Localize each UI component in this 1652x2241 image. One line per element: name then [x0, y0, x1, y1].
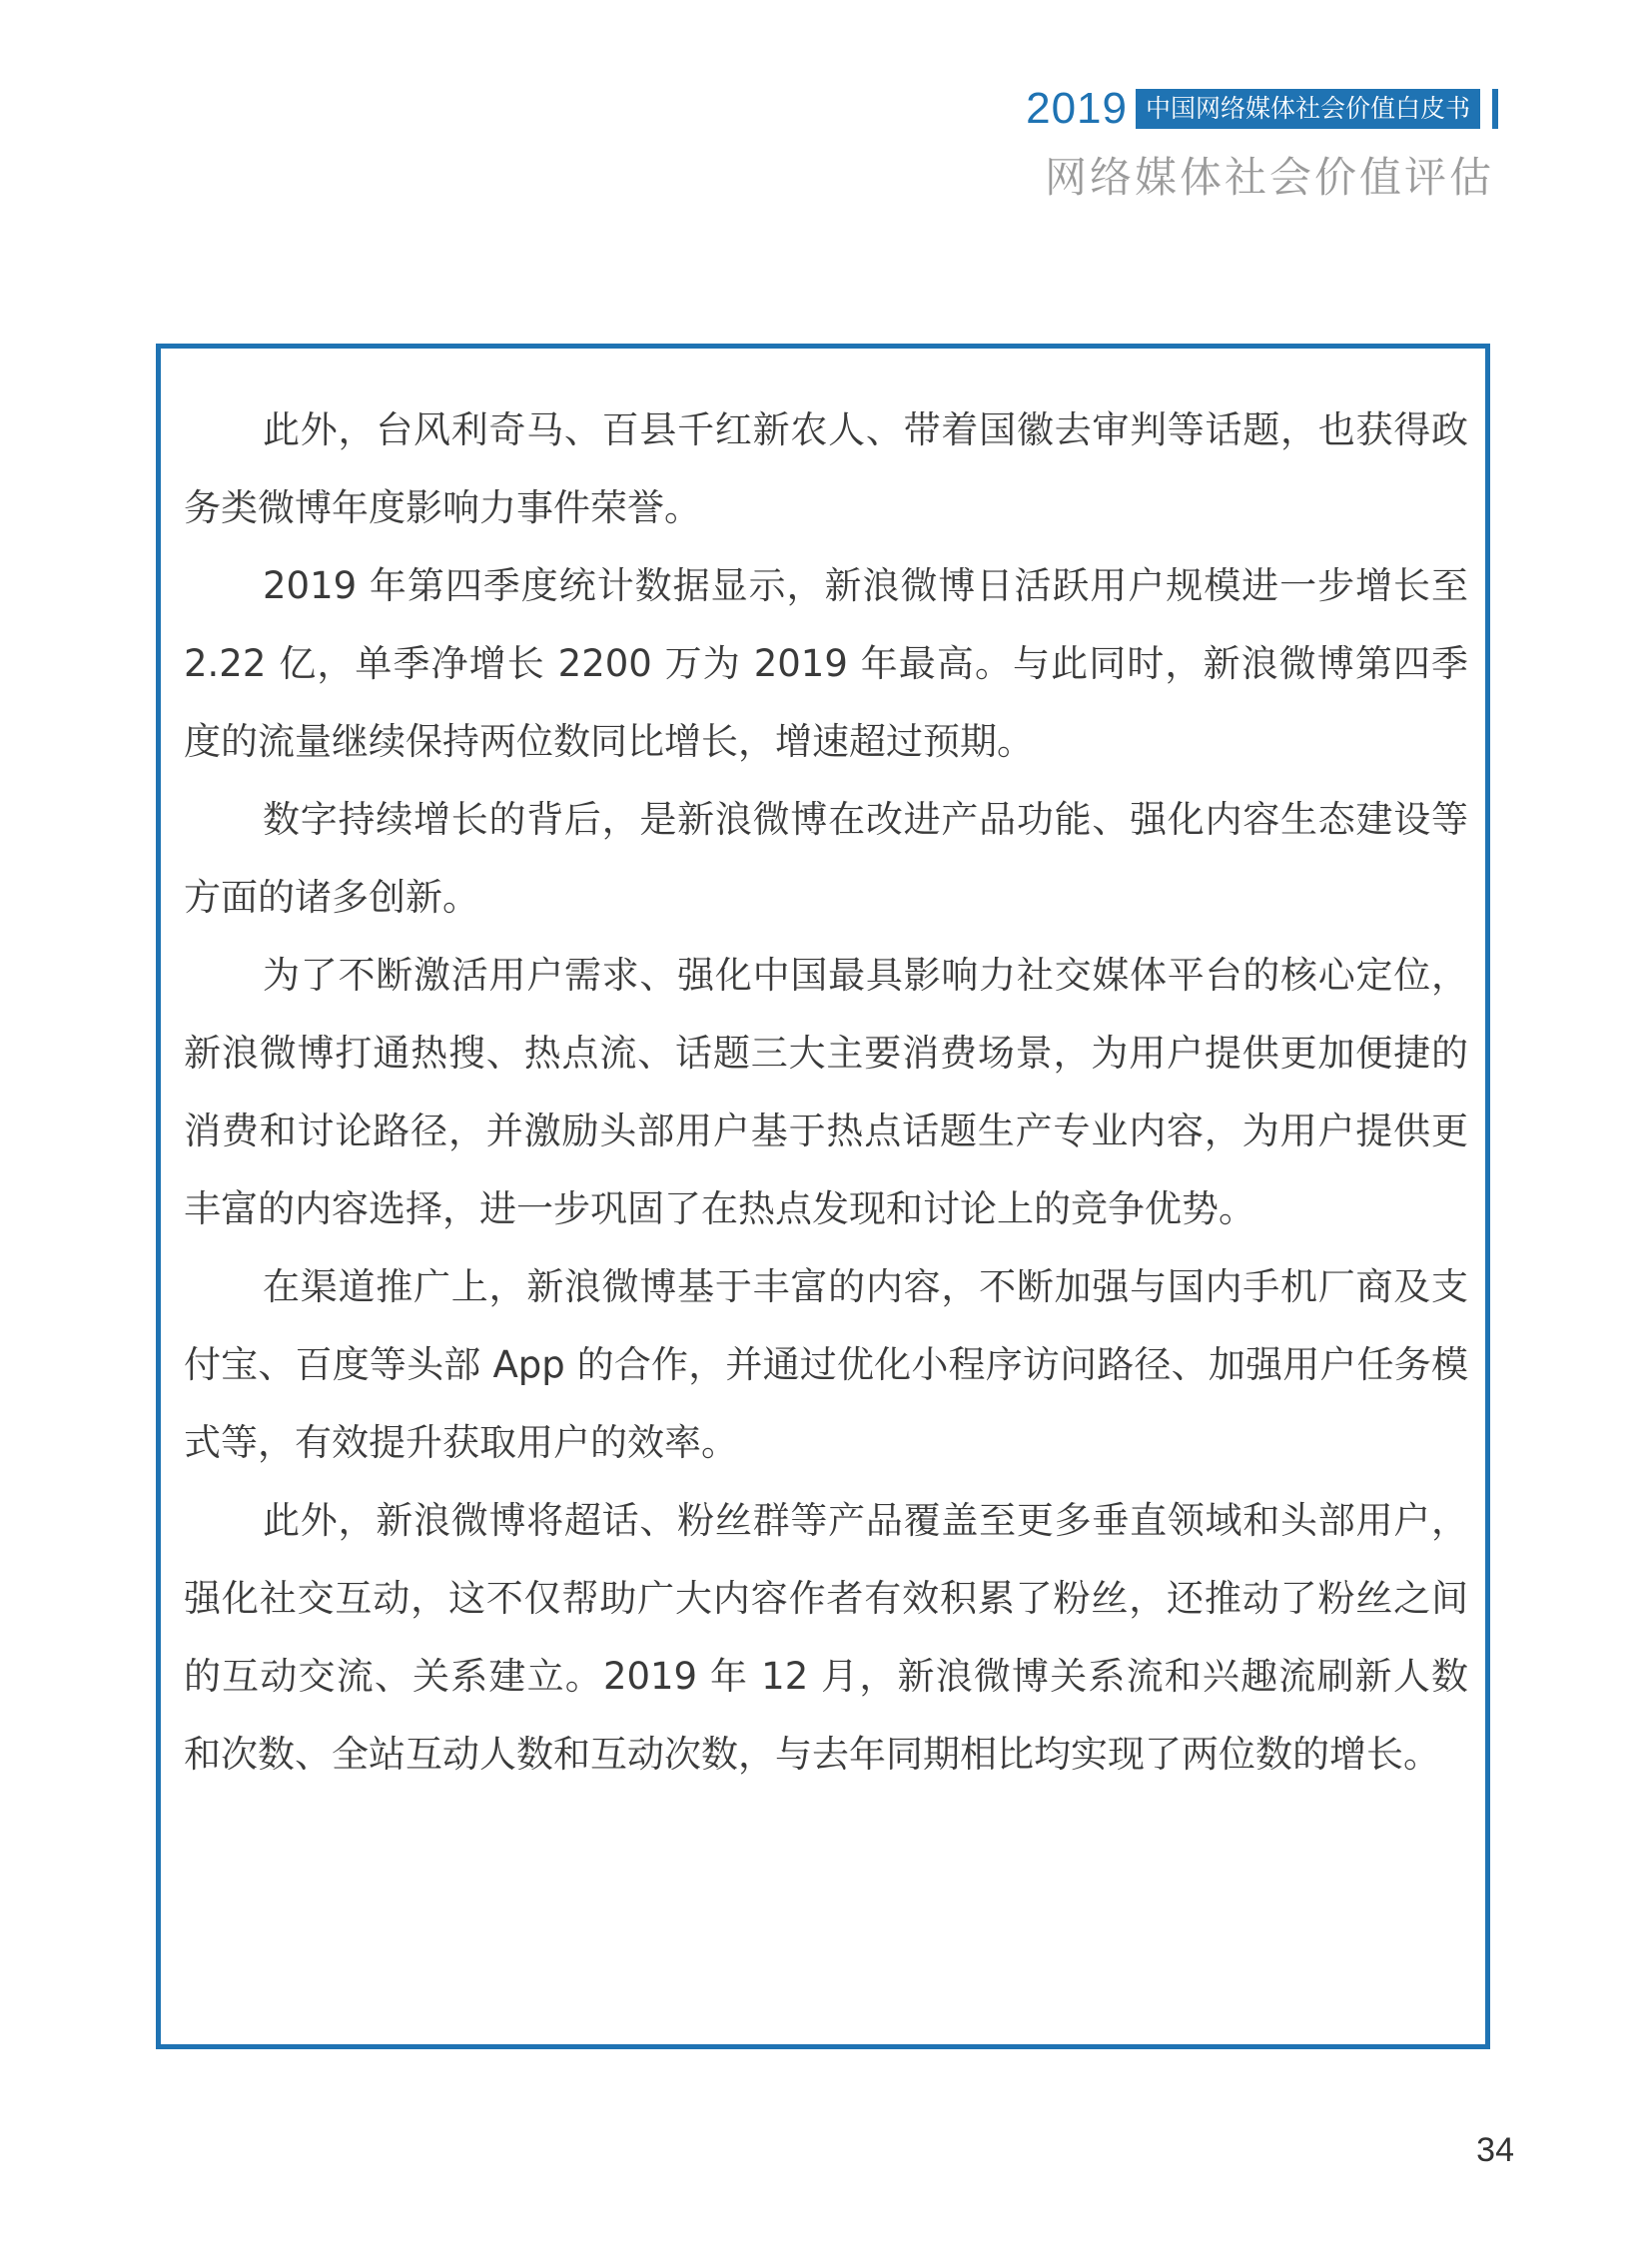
header-accent-bar: [1492, 89, 1498, 129]
paragraph-1: 此外，台风利奇马、百县千红新农人、带着国徽去审判等话题，也获得政务类微博年度影响力事件荣誉。: [184, 408, 1468, 529]
header-title: 中国网络媒体社会价值白皮书: [1136, 89, 1480, 129]
paragraph-2: 2019 年第四季度统计数据显示，新浪微博日活跃用户规模进一步增长至 2.22 亿，单季净增长 2200 万为 2019 年最高。与此同时，新浪微博第四季度的流量继续保持两位数同比增长，增速超过预期。: [184, 564, 1468, 763]
paragraph-5: 在渠道推广上，新浪微博基于丰富的内容，不断加强与国内手机厂商及支付宝、百度等头部 App 的合作，并通过优化小程序访问路径、加强用户任务模式等，有效提升获取用户的效率。: [184, 1265, 1468, 1464]
paragraph-6: 此外，新浪微博将超话、粉丝群等产品覆盖至更多垂直领域和头部用户，强化社交互动，这不仅帮助广大内容作者有效积累了粉丝，还推动了粉丝之间的互动交流、关系建立。2019 年 12 月，新浪微博关系流和兴趣流刷新人数和次数、全站互动人数和互动次数，与去年同期相比均实现了两位数的增长。: [184, 1499, 1468, 1776]
paragraph-4: 为了不断激活用户需求、强化中国最具影响力社交媒体平台的核心定位，新浪微博打通热搜、热点流、话题三大主要消费场景，为用户提供更加便捷的消费和讨论路径，并激励头部用户基于热点话题生产专业内容，为用户提供更丰富的内容选择，进一步巩固了在热点发现和讨论上的竞争优势。: [184, 954, 1468, 1230]
section-subtitle: 网络媒体社会价值评估: [1044, 153, 1494, 202]
page-number: 34: [1476, 2131, 1514, 2169]
paragraph-3: 数字持续增长的背后，是新浪微博在改进产品功能、强化内容生态建设等方面的诸多创新。: [184, 798, 1468, 919]
report-header: [1026, 84, 1498, 134]
article-body: [184, 391, 1468, 1794]
header-year: 2019: [1026, 84, 1128, 133]
